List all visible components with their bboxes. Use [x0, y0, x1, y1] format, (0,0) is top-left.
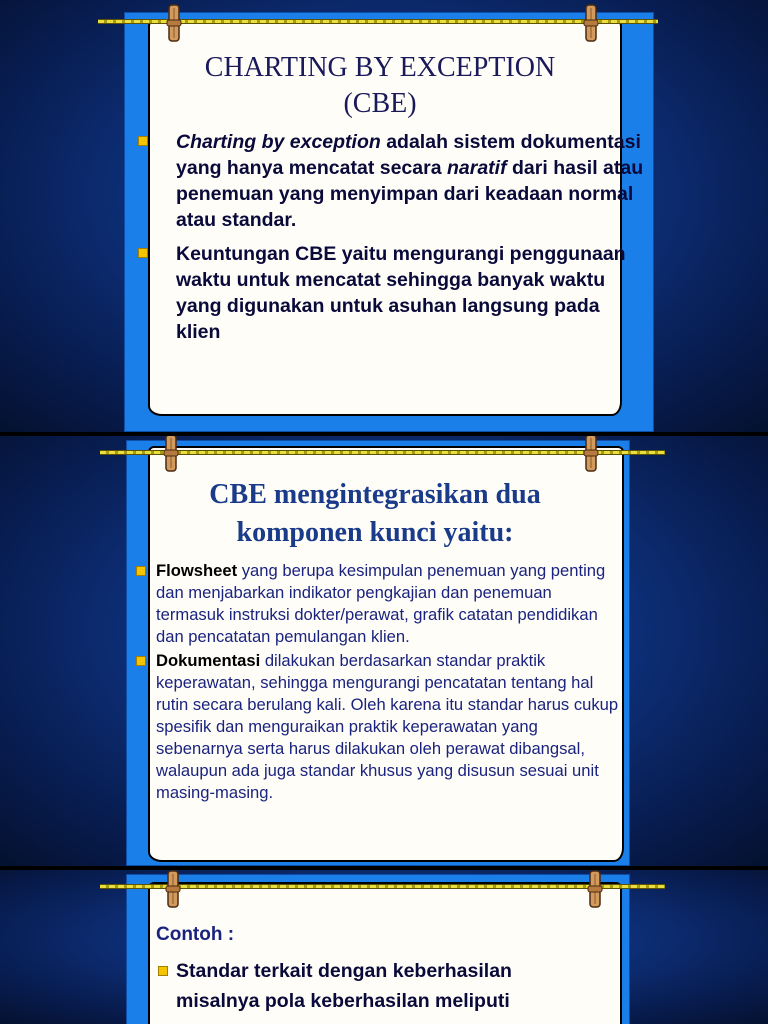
bullet-text: dari hasil atau penemuan yang menyimpan dari keadaan normal atau standar.: [176, 157, 644, 231]
slide-title: [150, 476, 600, 552]
bullet-icon: [138, 248, 148, 258]
term-italic: naratif: [446, 157, 507, 179]
term-italic: Charting by exception: [176, 131, 381, 153]
list-item: [136, 129, 646, 233]
bullet-text: yang berupa kesimpulan penemuan yang penting dan menjabarkan indikator pengkajian dan penemuan termasuk instruksi dokter/perawat, grafik catatan pendidikan dan pencatatan pemulangan klien.: [156, 561, 606, 646]
list-item: [136, 241, 646, 345]
slide-title: [150, 50, 610, 122]
section-heading: Contoh :: [156, 924, 235, 945]
bullet-text: adalah sistem dokumentasi yang hanya mencatat secara: [176, 131, 641, 179]
clothespin-icon: [160, 436, 182, 474]
bullet-text-line: misalnya pola keberhasilan meliputi: [176, 990, 510, 1012]
clothespin-icon: [580, 4, 602, 44]
bullet-text-line: Standar terkait dengan keberhasilan: [176, 960, 512, 982]
slide-3: [0, 870, 768, 1024]
list-item: [156, 956, 636, 1016]
bullet-icon: [136, 656, 146, 666]
bullet-list: [136, 560, 624, 804]
bullet-text: dilakukan berdasarkan standar praktik keperawatan, sehingga mengurangi pencatatan tentang hal rutin secara berulang kali. Oleh karena itu standar harus cukup spesifik dan menguraikan praktik keperawatan yang sebenarnya serta harus dilakukan oleh perawat dibangsal, walaupun ada juga standar khusus yang disusun sesuai unit masing-masing.: [156, 651, 619, 802]
title-line-1: CBE mengintegrasikan dua: [209, 479, 541, 510]
clothespin-icon: [580, 436, 602, 474]
clothespin-icon: [163, 4, 185, 44]
clothespin-icon: [162, 870, 184, 910]
bullet-list: [136, 129, 646, 345]
title-line-2: (CBE): [343, 88, 417, 119]
slide-1: [0, 0, 768, 432]
list-item: [136, 650, 624, 804]
bullet-text: Keuntungan CBE yaitu mengurangi penggunaan waktu untuk mencatat sehingga banyak waktu yang digunakan untuk asuhan langsung pada klien: [176, 243, 626, 343]
title-line-2: komponen kunci yaitu:: [236, 517, 514, 548]
clothesline-rope: [100, 884, 665, 889]
bullet-icon: [138, 136, 148, 146]
slide-2: [0, 436, 768, 866]
clothespin-icon: [584, 870, 606, 910]
bullet-icon: [158, 966, 168, 976]
title-line-1: CHARTING BY EXCEPTION: [204, 52, 556, 83]
bullet-icon: [136, 566, 146, 576]
term-bold: Dokumentasi: [156, 651, 261, 670]
term-bold: Flowsheet: [156, 561, 238, 580]
list-item: [136, 560, 624, 648]
bullet-list: [156, 956, 636, 1016]
